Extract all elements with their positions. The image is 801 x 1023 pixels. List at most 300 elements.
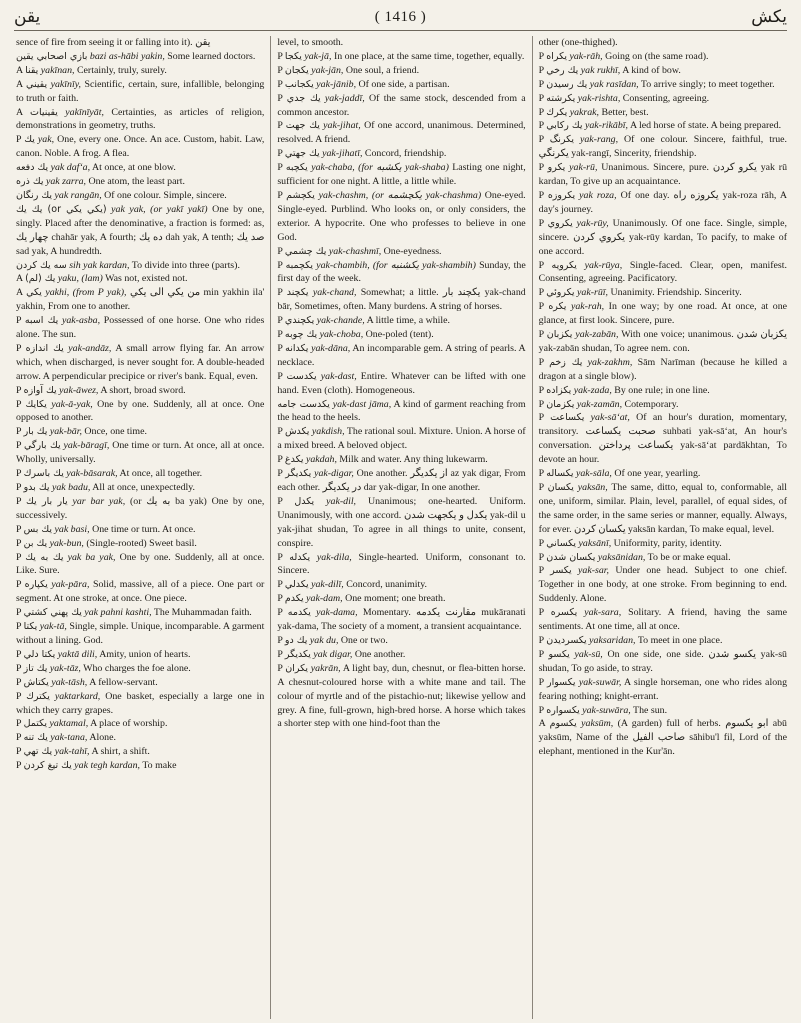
entry-definition: Possessed of one horse. One who rides alone. The sun. [16, 315, 265, 341]
dictionary-entry [16, 342, 264, 384]
entry-transliteration: yak du, [309, 634, 339, 646]
entry-transliteration: yakhi, (from P yak), [45, 287, 127, 299]
entry-headword-arabic: يكچبه [285, 162, 308, 174]
entry-definition: Entire. Whatever can be lifted with one hand. Even (cloth). Homogeneous. [277, 370, 526, 396]
entry-lang-tag: P [16, 384, 22, 396]
dictionary-entry [16, 690, 264, 718]
entry-transliteration: yak-jaddī, [324, 92, 365, 104]
dictionary-entry [16, 467, 264, 481]
entry-definition: Of an hour's duration, momentary, transitory. صحبت يكساعت suhbati yak-sāʻat, An hour's conversation. يكساعت پرداختن yak-sāʻat pardākhtan, To devote an hour. [538, 412, 787, 466]
entry-definition: To make [142, 760, 177, 772]
entry-lang-tag: P [538, 398, 544, 410]
entry-headword-arabic: يكدغ [284, 454, 304, 466]
dictionary-entry [277, 36, 525, 50]
dictionary-entry [16, 495, 264, 523]
entry-definition: Of one accord, unanimous. Determined, resolved. A friend. [277, 120, 526, 146]
entry-definition: A light bay, dun, chesnut, or flea-bitten horse. A chesnut-coloured horse with a white mane and tail. The colour of myrtle and of the pistachio-nut; likewise yellow and grey. A fine, full-grown, high-bred horse. A horse which takes a shorter step with one hind-foot than the [277, 662, 526, 730]
entry-definition: The Muhammadan faith. [153, 607, 252, 619]
dictionary-entry [16, 106, 264, 134]
entry-transliteration: yak roza, [579, 189, 617, 201]
entry-definition: One atom, the least part. [88, 176, 185, 188]
entry-transliteration: yak pahni kashti, [84, 607, 152, 619]
entry-definition: To be or make equal. [647, 551, 731, 563]
entry-definition: Certainly, truly, surely. [76, 64, 167, 76]
entry-headword-arabic: يكرنگ [549, 134, 575, 146]
entry-transliteration: yak-sāla, [575, 468, 612, 480]
entry-headword-arabic: يكزبان [546, 329, 573, 341]
entry-headword-arabic: يك پهني كشتي [23, 607, 82, 619]
entry-lang-tag: P [277, 342, 283, 354]
entry-headword-arabic: يك رنگان [16, 189, 53, 201]
entry-definition: Single-hearted. Uniform, consonant to. Sincere. [277, 551, 526, 577]
entry-lang-tag: P [16, 537, 22, 549]
entry-lang-tag: P [538, 356, 544, 368]
entry-transliteration: yak tegh kardan, [74, 760, 141, 772]
entry-definition: One by one. Suddenly, all at once. One opposed to another. [16, 398, 265, 424]
entry-transliteration: yak ba yak, [67, 551, 116, 563]
column-left [10, 36, 270, 1019]
entry-definition: The rational soul. Mixture. Union. A horse of a mixed breed. A beloved object. [277, 426, 526, 452]
dictionary-entry [539, 481, 787, 537]
entry-transliteration: yakdah, [305, 454, 337, 466]
entry-definition: Some learned doctors. [167, 50, 256, 62]
entry-lang-tag: P [277, 64, 283, 76]
entry-headword-arabic: يك ذره [16, 176, 44, 188]
entry-headword-arabic: يكسو [548, 648, 570, 660]
entry-definition: In one place, at the same time, together, equally. [333, 50, 525, 62]
entry-lang-tag: P [16, 621, 22, 633]
entry-definition: Solitary. A friend, having the same sentiments. At one time, all at once. [538, 607, 788, 633]
entry-lang-tag: P [277, 426, 283, 438]
entry-transliteration: yak-sū, [574, 648, 603, 660]
entry-headword-arabic: يك تهي [23, 746, 53, 758]
entry-definition: One-eyed. Single-eyed. Purblind. Who looks on, or only considers, the exterior. A hypocrite. One who professes to believe in one God. [277, 189, 526, 243]
dictionary-entry [16, 133, 264, 161]
entry-lang-tag: P [16, 398, 22, 410]
entry-transliteration: yak-suwāra, [582, 704, 631, 716]
dictionary-entry [277, 648, 525, 662]
entry-lang-tag: P [16, 551, 22, 563]
dictionary-entry [277, 119, 525, 147]
entry-transliteration: yakīnan, [40, 64, 75, 76]
entry-lang-tag: P [16, 426, 22, 438]
entry-headword-arabic: يكچندي [284, 315, 315, 327]
entry-headword-arabic: يك ركابي [546, 120, 583, 132]
entry-lang-tag: P [538, 162, 544, 174]
entry-headword-arabic: يكتا [23, 621, 38, 633]
guide-word-right: ﻳﻜﺶ [751, 7, 787, 26]
entry-definition: One soul, a friend. [345, 64, 420, 76]
entry-headword-arabic: يك اندازه [25, 342, 64, 354]
entry-headword-arabic: يك دو [284, 634, 308, 646]
entry-definition: Unanimously. Of one face. Single, simple, sincere. يكروي كردن yak-rūy kardan, To pacify, to make of one accord. [538, 217, 787, 257]
entry-headword-arabic: يكدل [294, 495, 315, 507]
dictionary-entry [277, 314, 525, 328]
entry-definition: One another. از يكديگر az yak digar, From each other. در يكديگر dar yak-digar, In one another. [277, 468, 526, 493]
entry-lang-tag: A [538, 718, 546, 730]
entry-transliteration: yaktarkard, [54, 690, 101, 702]
entry-definition: Somewhat; a little. يكچند بار yak-chand bār, Sometimes, often. Many burdens. A string of horses. [277, 287, 526, 313]
entry-lang-tag: P [538, 551, 544, 563]
dictionary-entry [277, 495, 525, 551]
entry-definition: Concord, unanimity. [346, 579, 428, 591]
entry-transliteration: yaktamal, [49, 718, 89, 730]
entry-lang-tag: P [538, 120, 544, 132]
entry-lang-tag: P [538, 301, 544, 313]
entry-lang-tag: P [538, 482, 544, 493]
dictionary-entry [539, 648, 787, 676]
entry-lang-tag: P [277, 579, 283, 591]
entry-lang-tag: P [538, 412, 544, 424]
entry-transliteration: yak-dilī, [311, 579, 344, 591]
entry-transliteration: yak, [37, 134, 55, 146]
dictionary-entry [539, 300, 787, 328]
entry-definition: One basket, especially a large one in which they carry grapes. [16, 690, 265, 716]
entry-lang-tag: P [16, 662, 22, 674]
entry-headword-arabic: يك چوبه [284, 329, 318, 341]
entry-headword-arabic: يقينيات [30, 106, 58, 118]
dictionary-entry [16, 314, 264, 342]
dictionary-entry [16, 272, 264, 286]
dictionary-entry [16, 731, 264, 745]
entry-headword-arabic: يك اسبه [24, 315, 59, 327]
entry-transliteration: yak-suwār, [578, 676, 622, 688]
entry-headword-arabic: يك جهت [285, 120, 320, 132]
entry-transliteration: yak-bāsarak, [66, 468, 118, 480]
entry-headword-arabic: يكديگر [284, 648, 311, 660]
entry-lang-tag: P [538, 329, 544, 341]
entry-definition: Consenting, agreeing. [622, 92, 710, 104]
entry-headword-arabic: يكره [548, 301, 567, 313]
entry-definition: Concord, friendship. [364, 148, 447, 160]
entry-lang-tag: P [16, 495, 22, 507]
entry-lang-tag: P [16, 468, 22, 480]
entry-lang-tag: P [538, 634, 544, 646]
entry-definition: One-poled (tent). [365, 329, 434, 341]
entry-lang-tag: A [16, 64, 23, 76]
entry-transliteration: yak-dila, [316, 551, 352, 563]
entry-headword-arabic: يكديگر [285, 468, 312, 480]
entry-transliteration: yaktā dili, [57, 648, 98, 660]
entry-definition: Uniformity, parity, identity. [613, 537, 722, 549]
dictionary-entry [277, 92, 525, 120]
entry-lang-tag: P [277, 259, 283, 271]
dictionary-entry [16, 64, 264, 78]
dictionary-entry [277, 64, 525, 78]
entry-definition: All at once, unexpectedly. [92, 482, 196, 493]
entry-definition: A shirt, a shift. [91, 746, 150, 758]
column-right [532, 36, 793, 1019]
entry-definition: To divide into three (parts). [131, 259, 240, 271]
entry-lang-tag: P [16, 134, 22, 146]
dictionary-entry [539, 467, 787, 481]
entry-headword-arabic: يك بن [23, 537, 48, 549]
dictionary-entry [16, 259, 264, 273]
dictionary-entry [16, 745, 264, 759]
entry-lang-tag: P [277, 454, 283, 466]
entry-transliteration: yak-dama, [316, 607, 358, 619]
entry-transliteration: yak-tana, [50, 732, 88, 744]
entry-lang-tag: P [538, 648, 544, 660]
entry-headword-arabic: يكتمل [23, 718, 48, 730]
dictionary-entry [539, 384, 787, 398]
entry-lang-tag: P [277, 148, 283, 160]
dictionary-entry [539, 551, 787, 565]
entry-transliteration: yak-bun, [49, 537, 84, 549]
entry-headword-arabic: يكرشته [546, 92, 576, 104]
entry-transliteration: yak-digar, [314, 468, 354, 480]
entry-definition: At once, all together. [119, 468, 203, 480]
entry-definition: Cotemporary. [624, 398, 679, 410]
dictionary-entry [16, 578, 264, 606]
entry-definition: Scientific, certain, sure, infallible, belonging to truth or faith. [16, 78, 265, 104]
entry-lang-tag: P [277, 92, 283, 104]
entry-lang-tag: P [16, 718, 22, 730]
entry-transliteration: yak-rang, [579, 134, 619, 146]
entry-headword-arabic: يك تاز [23, 662, 48, 674]
entry-headword-arabic: يكجان [284, 64, 309, 76]
entry-transliteration: yaksaridan, [589, 634, 636, 646]
entry-lang-tag: P [277, 593, 283, 605]
entry-transliteration: yak badu, [51, 482, 91, 493]
entry-transliteration: yak-tā, [39, 621, 67, 633]
dictionary-entry [16, 676, 264, 690]
dictionary-entry [277, 245, 525, 259]
entry-definition: One by one, singly. Placed after the denominative, a fraction is formed: as, چهار يك chahār yak, A fourth; ده يك dah yak, A tenth; صد يك sad yak, A hundredth. [16, 203, 265, 257]
entry-headword-arabic: يك باسرك [23, 468, 64, 480]
dictionary-entry [539, 717, 787, 759]
dictionary-entry [539, 411, 787, 467]
entry-lang-tag: P [538, 64, 544, 76]
entry-definition: Who charges the foe alone. [83, 662, 191, 674]
entry-definition: Momentary. مقارنت يكدمه mukāranati yak-dama, The society of a moment, a transient acquaintance. [277, 607, 526, 633]
entry-lang-tag: P [538, 607, 544, 619]
dictionary-entry [16, 606, 264, 620]
entry-transliteration: yar bar yak, [72, 495, 126, 507]
entry-headword-arabic: سه يك كردن [16, 259, 67, 271]
entry-transliteration: yak-chaba, (for يكشبه yak-shaba) [311, 162, 449, 174]
entry-definition: other (one-thighed). [538, 37, 618, 48]
dictionary-entry [16, 648, 264, 662]
entry-lang-tag: P [277, 50, 283, 62]
entry-lang-tag: P [538, 704, 544, 716]
dictionary-entry [277, 398, 525, 426]
entry-definition: Single, simple. Unique, incomparable. A garment without a lining. God. [16, 621, 265, 646]
entry-definition: Sunday, the first day of the week. [277, 259, 526, 285]
dictionary-entry [539, 217, 787, 259]
entry-headword-arabic: يقيني [26, 78, 48, 90]
entry-headword-arabic: يك رسيدن [546, 78, 588, 90]
entry-headword-arabic: يكدش [284, 426, 310, 438]
entry-lang-tag: P [538, 106, 544, 118]
entry-headword-arabic: يكترك [26, 690, 50, 702]
entry-headword-arabic: يكروي [547, 217, 573, 229]
entry-definition: One by one. Suddenly, all at once. Like. Sure. [16, 551, 265, 577]
entry-headword-arabic: يكزاده [546, 384, 572, 396]
entry-headword-arabic: يكران [285, 662, 308, 674]
entry-transliteration: yak-chande, [316, 315, 365, 327]
entry-headword-arabic: يكتاش [23, 676, 49, 688]
entry-headword-arabic: يكرك [546, 106, 568, 118]
dictionary-entry [16, 439, 264, 467]
entry-headword-arabic: يكپاره [24, 579, 48, 591]
dictionary-entry [16, 286, 264, 314]
dictionary-entry [277, 78, 525, 92]
entry-transliteration: yak-dil, [326, 495, 357, 507]
entry-transliteration: yak-zabān, [575, 329, 619, 341]
entry-definition: Of one day. يكروزه راه yak-roza rāh, A day's journey. [538, 189, 787, 215]
dictionary-entry [277, 425, 525, 453]
entry-transliteration: yak-jihatī, [322, 148, 363, 160]
entry-headword-arabic: يكدله [289, 551, 311, 563]
entry-transliteration: yak-sara, [584, 607, 622, 619]
entry-headword-arabic: يك جدي [286, 92, 321, 104]
entry-headword-arabic: يكراه [546, 50, 567, 62]
entry-headword-arabic: يكدست جامه [277, 398, 330, 410]
entry-headword-arabic: يكچشم [286, 189, 315, 201]
entry-headword-arabic: يك تيغ كردن [23, 760, 72, 772]
dictionary-entry [277, 50, 525, 64]
entry-lang-tag: P [538, 384, 544, 396]
entry-headword-arabic: يكروئي [546, 287, 575, 299]
entry-lang-tag: P [538, 287, 544, 299]
entry-transliteration: yak yak, (or yakī yakī) [111, 203, 208, 215]
entry-definition: Unanimity. Friendship. Sincerity. [610, 287, 742, 299]
entry-lang-tag: P [16, 690, 22, 702]
entry-headword-arabic: يكسرديدن [546, 634, 587, 646]
entry-headword-arabic: يكسوم [549, 718, 577, 730]
entry-lang-tag: P [16, 760, 22, 772]
entry-lang-tag: P [16, 648, 22, 660]
entry-headword-arabic: يك به يك [25, 551, 64, 563]
dictionary-entry [277, 551, 525, 579]
entry-definition: (A garden) full of herbs. ابو يكسوم abū yaksūm, Name of the صاحب الفيل sāhibu'l fil, Lord of the elephant, mentioned in the Kur'ān. [538, 718, 787, 758]
entry-definition: With one voice; unanimous. يكزبان شدن yak-zabān shudan, To agree nem. con. [538, 329, 787, 354]
dictionary-entry [539, 564, 787, 606]
dictionary-entry [16, 50, 264, 64]
entry-lang-tag: P [538, 537, 544, 549]
entry-transliteration: yak-dast jāma, [332, 398, 392, 410]
entry-transliteration: yak-tāsh, [51, 676, 88, 688]
entry-transliteration: yak-jā, [304, 50, 332, 62]
dictionary-entry [539, 606, 787, 634]
dictionary-entry [16, 551, 264, 579]
entry-definition: Unanimous; one-hearted. Uniform. Unanimously, with one accord. يكدل و يكجهت شدن yak-dil u yak-jihat shudan, To agree in all things to unite, consent, conspire. [277, 495, 526, 549]
entry-definition: A little time, a while. [366, 315, 450, 327]
dictionary-entry [277, 259, 525, 287]
entry-lang-tag: P [277, 329, 283, 341]
entry-headword-arabic: يك دفعه [16, 162, 49, 174]
dictionary-entry [16, 189, 264, 203]
dictionary-entry [539, 356, 787, 384]
entry-definition: A single horseman, one who rides along fearing nothing; knight-errant. [538, 676, 788, 702]
entry-transliteration: yak-rah, [570, 301, 605, 313]
entry-lang-tag: P [16, 315, 22, 327]
dictionary-entry [277, 189, 525, 245]
entry-lang-tag: P [538, 468, 544, 480]
entry-transliteration: yak-tāz, [49, 662, 81, 674]
entry-lang-tag: P [538, 189, 544, 201]
entry-lang-tag: P [277, 287, 283, 299]
dictionary-entry [16, 175, 264, 189]
entry-definition: sence of fire from seeing it or falling into it). ﻳﻘﻦ [16, 37, 211, 48]
dictionary-entry [277, 370, 525, 398]
entry-transliteration: yak-chand, [312, 287, 357, 299]
entry-transliteration: yak rasīdan, [589, 78, 639, 90]
entry-definition: Certainties, as articles of religion, demonstrations in geometry, truths. [16, 106, 265, 132]
entry-lang-tag: P [538, 78, 544, 90]
entry-lang-tag: P [277, 189, 283, 201]
entry-lang-tag: A [16, 106, 23, 118]
dictionary-entry [277, 147, 525, 161]
entry-transliteration: yak-chambih, (for يكشنبه yak-shambih) [316, 259, 476, 271]
entry-headword-arabic: يك تنه [23, 732, 48, 744]
entry-definition: The sun. [633, 704, 668, 716]
dictionary-entry [539, 286, 787, 300]
dictionary-entry [277, 578, 525, 592]
dictionary-entry [277, 286, 525, 314]
entry-headword-arabic: يكسر [550, 565, 572, 577]
entry-transliteration: yak-dast, [320, 370, 357, 382]
entry-lang-tag: P [277, 662, 283, 674]
entry-transliteration: yakdish, [311, 426, 345, 438]
entry-definition: Of one year, yearling. [614, 468, 701, 480]
entry-lang-tag: P [16, 732, 22, 744]
entry-transliteration: yak-zakhm, [587, 356, 633, 368]
entry-transliteration: yak-bār, [49, 426, 82, 438]
entry-definition: Going on (the same road). [605, 50, 709, 62]
entry-definition: Amity, union of hearts. [99, 648, 191, 660]
entry-transliteration: yak-zamān, [576, 398, 623, 410]
entry-definition: (Single-rooted) Sweet basil. [86, 537, 197, 549]
entry-headword-arabic: يار بار يك [25, 495, 68, 507]
entry-lang-tag: A [16, 287, 23, 299]
entry-headword-arabic: يقنا [25, 64, 39, 76]
entry-headword-arabic: يكدم [284, 593, 304, 605]
entry-definition: To meet in one place. [637, 634, 723, 646]
entry-transliteration: yak basi, [54, 523, 90, 535]
entry-lang-tag: P [538, 134, 544, 146]
dictionary-entry [16, 161, 264, 175]
entry-definition: Lasting one night, sufficient for one night. A little, a little while. [277, 162, 526, 188]
dictionary-entry [16, 384, 264, 398]
text-columns [10, 36, 793, 1019]
entry-definition: Of the same stock, descended from a common ancestor. [277, 92, 526, 118]
entry-definition: An incomparable gem. A string of pearls. A necklace. [277, 342, 526, 368]
entry-transliteration: yak-chashmī, [328, 245, 382, 257]
dictionary-entry [16, 523, 264, 537]
entry-lang-tag: P [16, 579, 22, 591]
entry-definition: One time or turn. At once. [92, 523, 196, 535]
entry-lang-tag: P [277, 245, 283, 257]
entry-transliteration: yak zarra, [45, 176, 86, 188]
entry-definition: In one way; by one road. At once, at one glance, at first look. Sincere, pure. [538, 301, 788, 327]
entry-transliteration: yak dafʻa, [50, 162, 91, 174]
dictionary-entry [16, 759, 264, 773]
entry-lang-tag: A [16, 273, 23, 285]
entry-transliteration: yak-āwez, [59, 384, 99, 396]
dictionary-entry [16, 537, 264, 551]
entry-definition: One time or turn. At once, all at once. Wholly, universally. [16, 440, 265, 466]
dictionary-entry [16, 398, 264, 426]
dictionary-entry [539, 704, 787, 718]
entry-transliteration: yaksānidan, [597, 551, 646, 563]
entry-transliteration: yak rukhī, [580, 64, 621, 76]
entry-definition: One moment; one breath. [345, 593, 446, 605]
entry-headword-arabic: يكزمان [546, 398, 575, 410]
dictionary-entry [16, 425, 264, 439]
guide-word-left: ﻳﻘﻦ [14, 7, 41, 26]
